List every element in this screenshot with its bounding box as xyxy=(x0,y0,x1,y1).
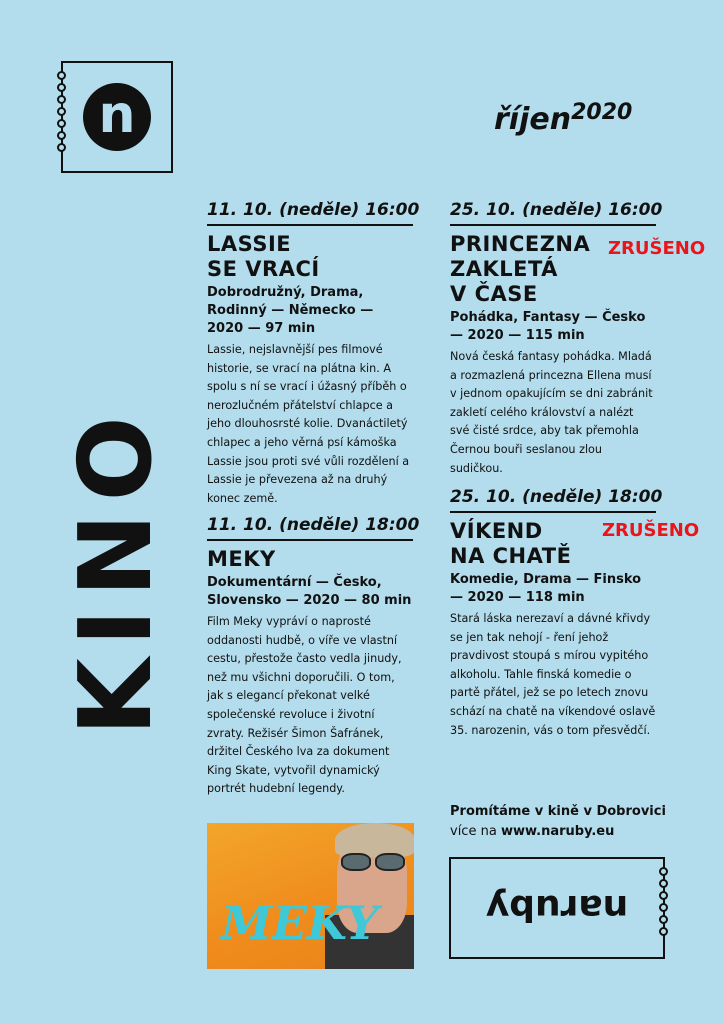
event-date: 25. 10. (neděle) 18:00 xyxy=(450,485,656,513)
event-lassie xyxy=(207,198,420,508)
poster-title: MEKY xyxy=(221,896,379,950)
event-title: PRINCEZNA ZAKLETÁ V ČASE xyxy=(450,232,591,306)
event-title: MEKY xyxy=(207,547,276,571)
meky-poster-image xyxy=(207,823,414,969)
event-meta: Dokumentární — Česko, Slovensko — 2020 — 80 min xyxy=(207,575,412,608)
event-title: LASSIE SE VRACÍ xyxy=(207,232,320,281)
event-description: Film Meky vypráví o naprosté oddanosti hudbě, o víře ve vlastní cestu, přestože často vedla jinudy, než mu všichni doporučili. O tom, jak s elegancí překonat velké společenské revoluce i životní zvraty. Režisér Šimon Šafránek, držitel Českého lva za dokument King Skate, vytvořil dynamický portrét hudební legendy. xyxy=(207,615,402,796)
brand-wordmark: naruby xyxy=(485,887,629,928)
sunglasses-icon xyxy=(341,853,411,875)
event-description: Lassie, nejslavnější pes filmové historie, se vrací na plátna kin. A spolu s ní se vrací i úžasný příběh o nerozlučném přátelství chlapce a jeho dlouhosrsté kolie. Dvanáctiletý chlapec a jeho věrná psí kámoška Lassie jsou proti své vůli rozdělení a Lassie je převezena až na druhý konec země. xyxy=(207,343,410,505)
website-link[interactable]: www.naruby.eu xyxy=(500,824,615,839)
perforation xyxy=(57,71,67,163)
cancelled-badge: ZRUŠENO xyxy=(608,238,706,259)
event-date: 11. 10. (neděle) 16:00 xyxy=(207,198,413,226)
month-year: 2020 xyxy=(571,100,633,125)
month-heading xyxy=(494,95,632,138)
more-info-label: více na xyxy=(450,824,497,839)
logo-n-icon: n xyxy=(83,83,151,151)
venue-footer xyxy=(450,802,666,842)
cancelled-badge: ZRUŠENO xyxy=(602,520,700,541)
brand-ticket xyxy=(449,857,665,959)
logo-ticket xyxy=(61,61,173,173)
event-description: Nová česká fantasy pohádka. Mladá a rozmazlená princezna Ellena musí v jednom opakujícím se dni zabránit zakletí celého království a nalézt své čisté srdce, aby tak přemohla Černou bouři seslanou zlou sudičkou. xyxy=(450,350,653,475)
event-meta: Pohádka, Fantasy — Česko — 2020 — 115 min xyxy=(450,310,646,343)
event-date: 25. 10. (neděle) 16:00 xyxy=(450,198,656,226)
event-date: 11. 10. (neděle) 18:00 xyxy=(207,513,413,541)
event-meta: Komedie, Drama — Finsko — 2020 — 118 min xyxy=(450,572,642,605)
vertical-title: KINO xyxy=(57,404,174,736)
month-name: říjen xyxy=(494,102,572,137)
venue-line: Promítáme v kině v Dobrovici xyxy=(450,804,666,819)
event-description: Stará láska nerezaví a dávné křivdy se jen tak nehojí - ření jehož pravdivost stoupá s mírou vypitého alkoholu. Tahle finská komedie o partě přátel, jež se po letech znovu schází na chatě na víkendové oslavě 35. narozenin, vás o tom přesvědčí. xyxy=(450,612,656,737)
event-meky xyxy=(207,513,420,799)
event-meta: Dobrodružný, Drama, Rodinný — Německo — 2020 — 97 min xyxy=(207,285,374,336)
event-title: VÍKEND NA CHATĚ xyxy=(450,519,572,568)
